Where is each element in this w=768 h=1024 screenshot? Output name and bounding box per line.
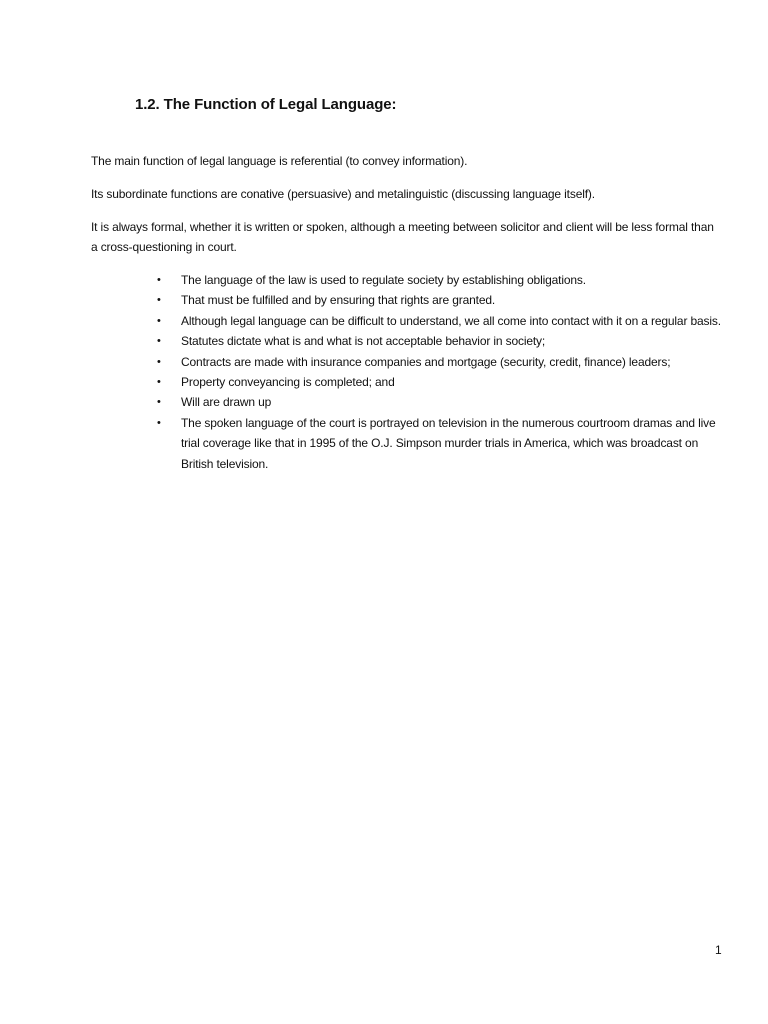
page-number: 1 xyxy=(715,943,722,957)
paragraph-formality: It is always formal, whether it is written or spoken, although a meeting between solicitor and client will be less formal than a cross-questioning in court. xyxy=(91,220,714,254)
bullet-list xyxy=(155,270,725,474)
bullet-icon: • xyxy=(157,294,161,307)
list-item xyxy=(155,270,725,290)
list-item xyxy=(155,311,725,331)
list-item-text: Property conveyancing is completed; and xyxy=(181,375,395,390)
paragraph-subordinate-functions: Its subordinate functions are conative (persuasive) and metalinguistic (discussing language itself). xyxy=(91,187,595,201)
list-item-text: The language of the law is used to regulate society by establishing obligations. xyxy=(181,273,586,287)
list-item xyxy=(155,372,725,392)
list-item-text: Contracts are made with insurance companies and mortgage (security, credit, finance) leaders; xyxy=(181,354,671,369)
bullet-icon: • xyxy=(157,314,161,327)
list-item xyxy=(155,413,725,474)
bullet-icon: • xyxy=(157,335,161,348)
bullet-icon: • xyxy=(157,416,161,429)
list-item xyxy=(155,392,725,412)
section-heading: 1.2. The Function of Legal Language: xyxy=(135,96,397,113)
list-item-text: Will are drawn up xyxy=(181,395,272,410)
paragraph-main-function: The main function of legal language is referential (to convey information). xyxy=(91,154,468,168)
bullet-icon: • xyxy=(157,396,161,409)
list-item xyxy=(155,290,725,310)
list-item-text: That must be fulfilled and by ensuring that rights are granted. xyxy=(181,293,496,308)
bullet-icon: • xyxy=(157,355,161,368)
list-item xyxy=(155,352,725,372)
list-item-text: Statutes dictate what is and what is not acceptable behavior in society; xyxy=(181,334,546,349)
bullet-icon: • xyxy=(157,274,161,286)
bullet-icon: • xyxy=(157,376,161,389)
list-item-text: Although legal language can be difficult to understand, we all come into contact with it on a regular basis. xyxy=(181,313,721,328)
list-item xyxy=(155,331,725,351)
list-item-text: The spoken language of the court is portrayed on television in the numerous courtroom dramas and live trial coverage like that in 1995 of the O.J. Simpson murder trials in America, which was broadcast on British television. xyxy=(181,415,716,471)
